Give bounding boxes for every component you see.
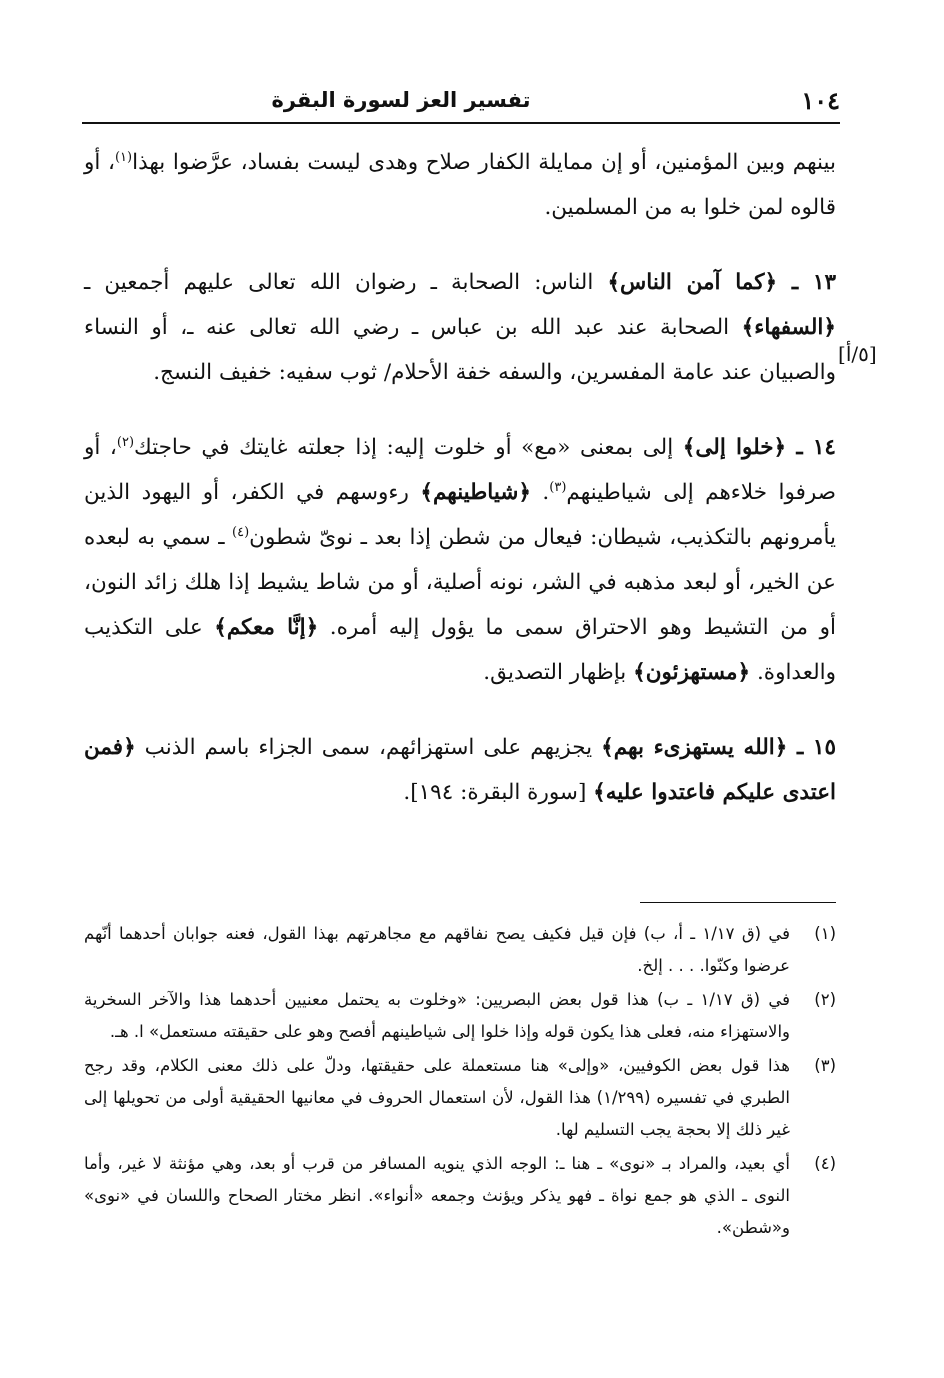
footnote-text: في (ق ١/١٧ ـ أ، ب) فإن قيل فكيف يصح نفاقهم مع مجاهرتهم بهذا القول، فعنه جوابان أحدهما أنّهم عرضوا وكنّوا. . . . إلخ. — [84, 924, 790, 975]
footnote — [84, 1148, 836, 1244]
quran-quote: ﴿إنَّا معكم﴾ — [214, 615, 319, 640]
footnote-rule — [640, 902, 836, 903]
paragraph — [84, 260, 836, 395]
main-text — [84, 140, 836, 845]
text-run: يجزيهم على استهزائهم، سمى الجزاء باسم الذنب — [135, 735, 602, 760]
footnote-marker: (٢) — [116, 434, 135, 450]
footnote-marker: (١) — [114, 149, 133, 165]
page-header — [82, 86, 840, 120]
quran-quote: ﴿كما آمن الناس﴾ — [607, 270, 778, 295]
paragraph — [84, 725, 836, 815]
verse-number: ١٣ ـ — [777, 270, 836, 295]
text-run: بينهم وبين المؤمنين، أو إن ممايلة الكفار صلاح وهدى ليست بفساد، عرَّضوا بهذا — [132, 150, 836, 175]
footnote-number: (٤) — [814, 1154, 836, 1173]
text-run: الناس: الصحابة ـ رضوان الله تعالى عليهم أجمعين ـ — [84, 270, 608, 295]
footnote-number: (١) — [814, 924, 836, 943]
quran-quote: ﴿خلوا إلى﴾ — [682, 435, 787, 460]
footnote-text: في (ق ١/١٧ ـ ب) هذا قول بعض البصريين: «وخلوت به يحتمل معنيين أحدهما هذا والآخر السخرية والاستهزاء منه، فعلى هذا يكون قوله وإذا خلوا إلى شياطينهم أفصح وهو على حقيقته مستعمل» ا. هـ. — [84, 990, 791, 1041]
verse-number: ١٥ ـ — [787, 735, 836, 760]
verse-number: ١٤ ـ — [786, 435, 836, 460]
quran-quote: ﴿فمن اعتدى عليكم فاعتدوا عليه﴾ — [84, 735, 836, 805]
text-run: الصحابة عند عبد الله بن عباس ـ رضي الله تعالى عنه ـ، أو النساء والصبيان عند عامة المفسرين، والسفه خفة الأحلام/ ثوب سفيه: خفيف النسج. — [84, 315, 836, 385]
text-run: ـ سمي به لبعده عن الخير، أو لبعد مذهبه في الشر، نونه أصلية، أو من شاط يشيط إذا هلك زائد النون، أو من التشيط وهو الاحتراق سمى ما يؤول إليه أمره. — [84, 525, 836, 640]
footnote-marker: (٣) — [549, 479, 567, 495]
text-run: رءوسهم في الكفر، أو اليهود الذين يأمرونهم بالتكذيب، شيطان: فيعال من شطن إذا بعد ـ نوىّ شطون — [84, 480, 837, 550]
quran-quote: ﴿مستهزئون﴾ — [633, 660, 751, 685]
text-run: بإظهار التصديق. — [483, 660, 634, 685]
page-number: ١٠٤ — [801, 86, 840, 115]
text-run: ، أو قالوه لمن خلوا به من المسلمين. — [84, 150, 836, 220]
footnotes — [84, 918, 836, 1246]
footnote-text: أي بعيد، والمراد بـ «نوى» ـ هنا ـ: الوجه الذي ينويه المسافر من قرب أو بعد، وهي مؤنثة لا غير، وأما النوى ـ الذي هو جمع نواة ـ فهو يذكر ويؤنث وجمعه «أنواء». انظر مختار الصحاح واللسان في «نوى» و«شطن». — [84, 1154, 790, 1237]
footnote — [84, 918, 836, 982]
text-run: إلى بمعنى «مع» أو خلوت إليه: إذا جعلته غايتك في حاجتك — [134, 435, 683, 460]
footnote-number: (٣) — [814, 1056, 836, 1075]
quran-quote: ﴿شياطينهم﴾ — [420, 480, 531, 505]
quran-quote: ﴿السفهاء﴾ — [741, 315, 836, 340]
header-rule — [82, 122, 840, 124]
margin-folio-reference: [٥/أ] — [838, 342, 877, 366]
footnote — [84, 1050, 836, 1146]
running-title: تفسير العز لسورة البقرة — [271, 88, 531, 112]
quran-quote: ﴿الله يستهزىء بهم﴾ — [601, 735, 788, 760]
paragraph — [84, 140, 836, 230]
text-run: [سورة البقرة: ١٩٤]. — [403, 780, 594, 805]
footnote — [84, 984, 836, 1048]
footnote-number: (٢) — [814, 990, 836, 1009]
footnote-marker: (٤) — [232, 524, 250, 540]
footnote-text: هذا قول بعض الكوفيين، «وإلى» هنا مستعملة على حقيقتها، ودلّ على ذلك معنى الكلام، وقد رجح الطبري في تفسيره (١/٢٩٩) هذا القول، لأن استعمال الحروف في معانيها الحقيقية أولى من تحويلها إلى غير ذلك إلا بحجة يجب التسليم لها. — [84, 1056, 791, 1139]
text-run: ، أو صرفوا خلاءهم إلى شياطينهم — [84, 435, 836, 505]
text-run: على التكذيب والعداوة. — [84, 615, 836, 685]
paragraph — [84, 425, 836, 695]
text-run: . — [530, 480, 550, 505]
